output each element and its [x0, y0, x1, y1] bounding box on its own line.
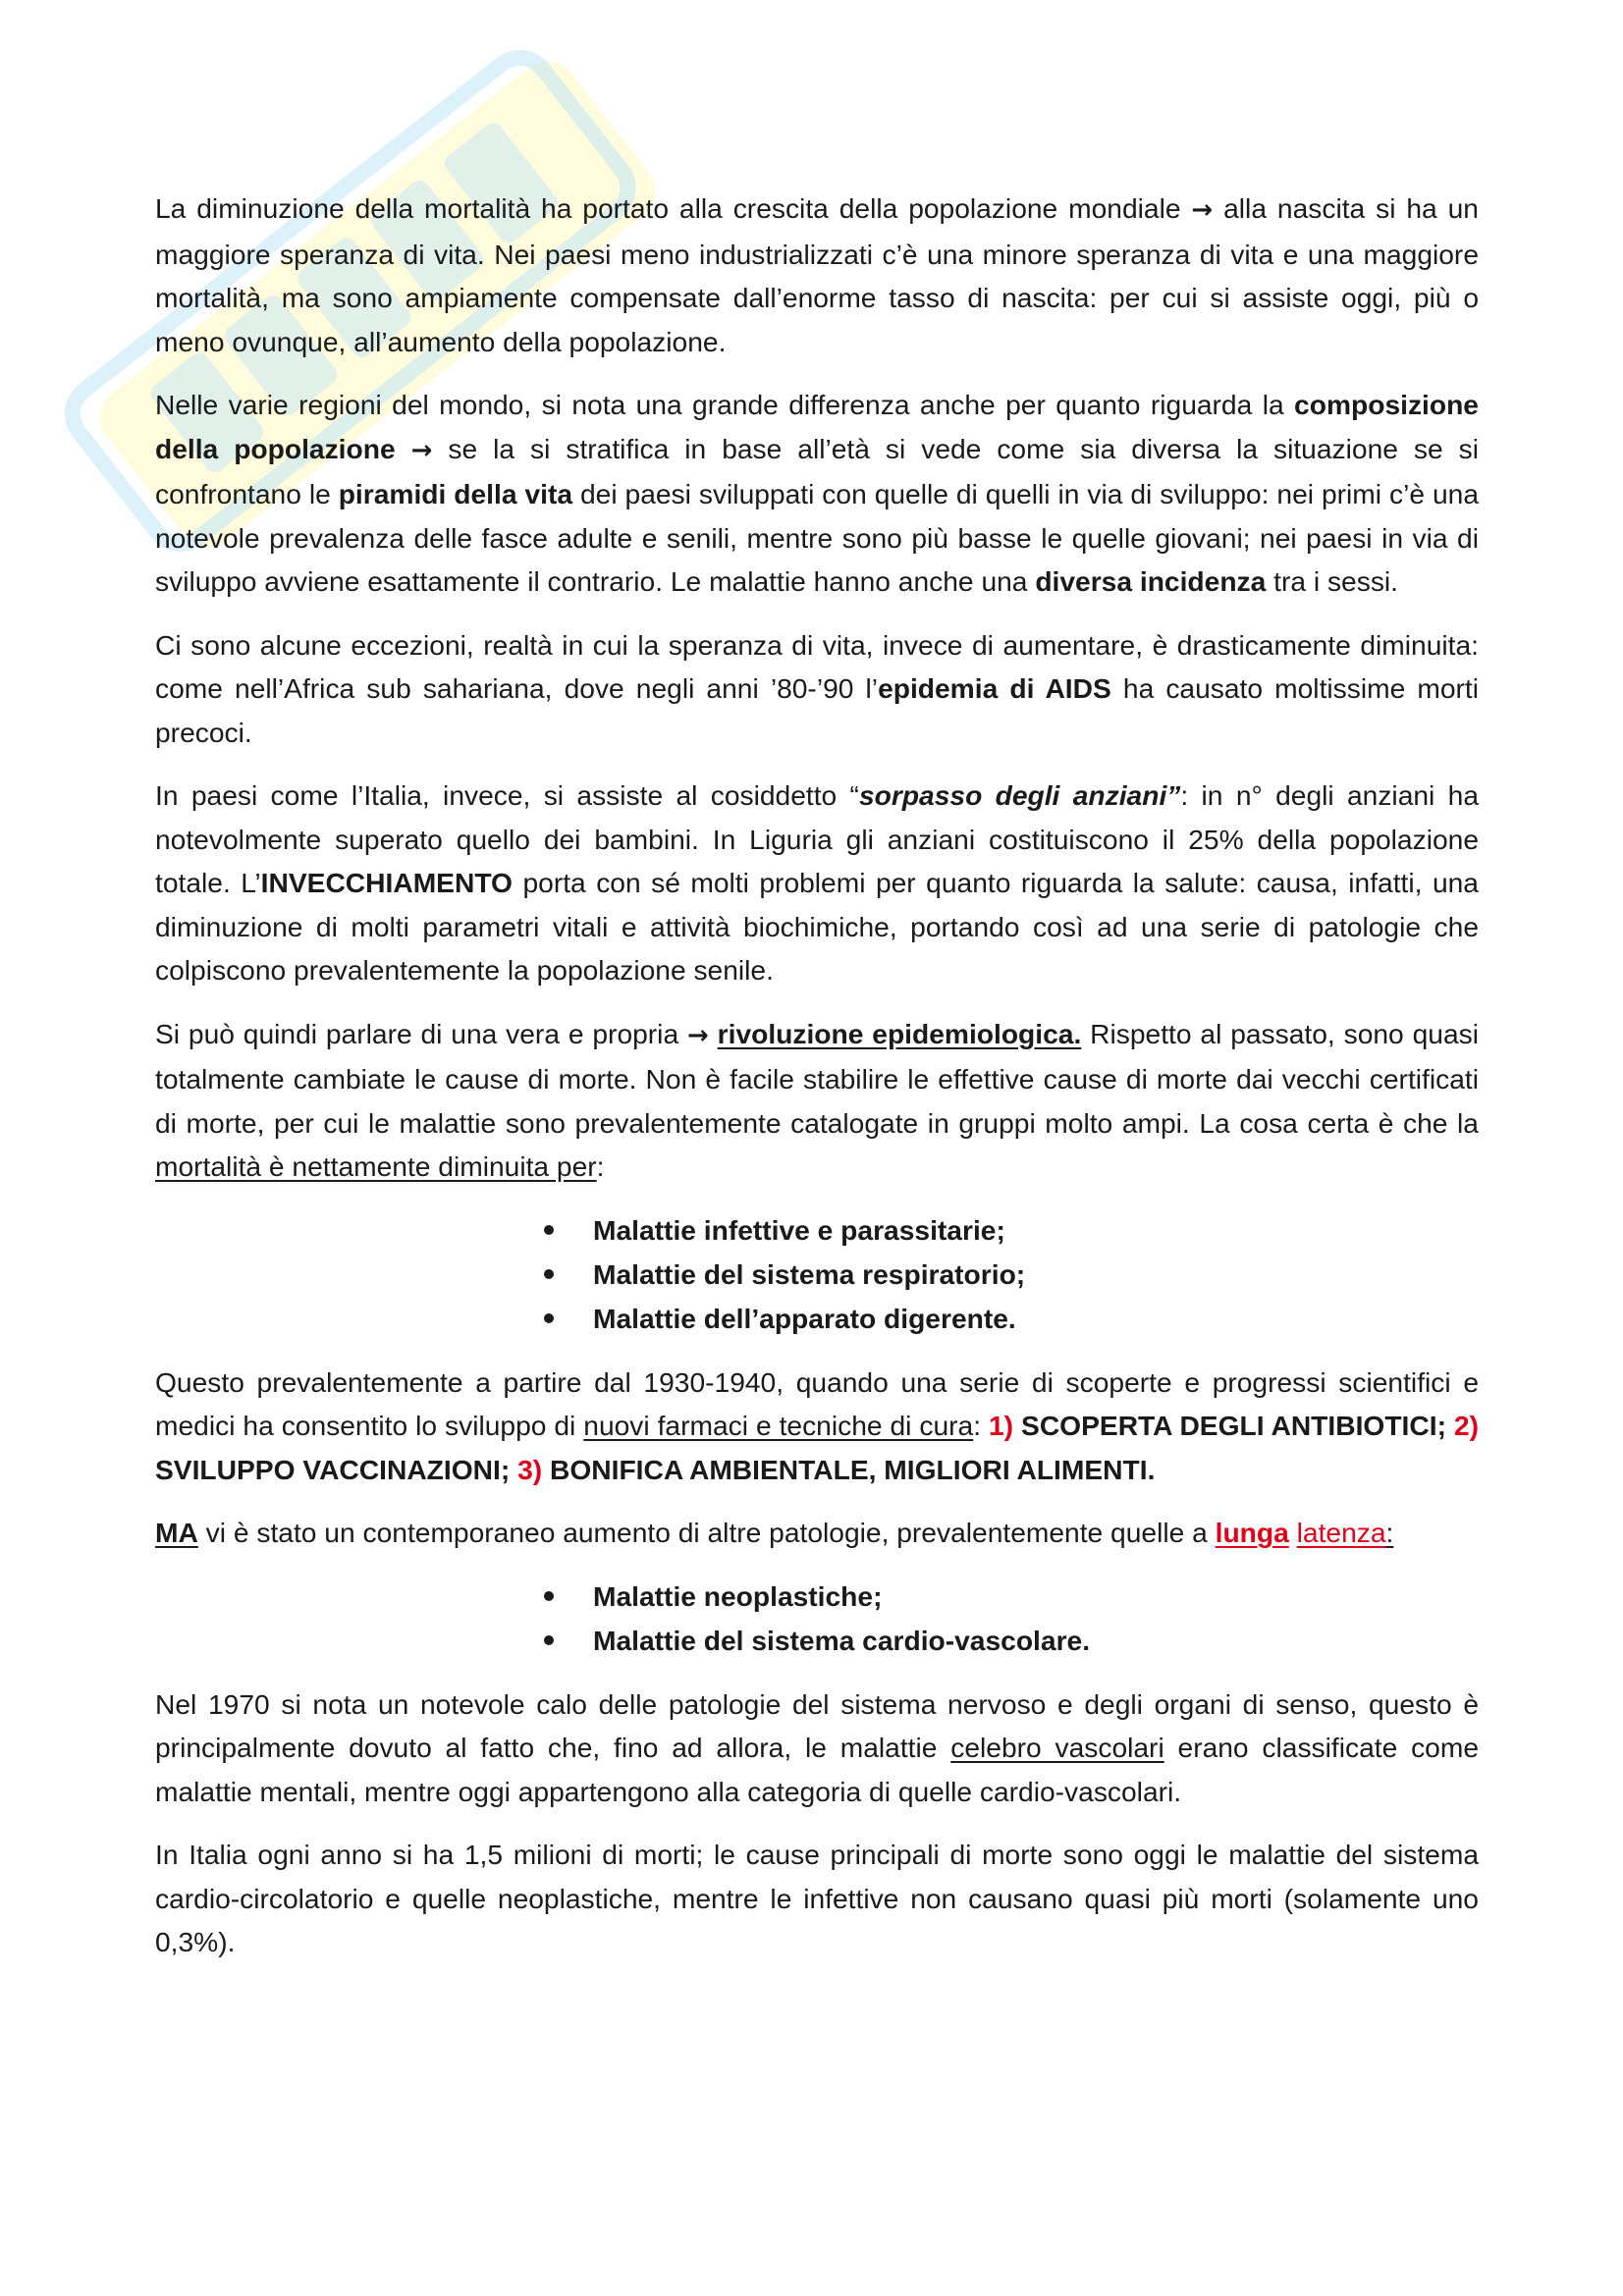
bold-term: diversa incidenza [1035, 565, 1267, 597]
red-underlined-term: lunga [1215, 1517, 1289, 1548]
list-item: Malattie infettive e parassitarie; [541, 1208, 1479, 1253]
red-underlined-term: latenza [1296, 1517, 1386, 1548]
text-run: tra i sessi. [1266, 565, 1399, 597]
text-run: Rispetto al passato, sono quasi totalmente cambiate le cause di morte. Non è facile stabilire le effettive cause di morte dai vecchi certificati di morte, per cui le malattie sono prevalentemente catalogate in gruppi molto ampi. La cosa certa è che la [155, 1017, 1479, 1139]
text-run: Si può quindi parlare di una vera e propria [155, 1017, 687, 1049]
text-run: porta con sé molti problemi per quanto riguarda la salute: causa, infatti, una diminuzione di molti parametri vitali e attività biochimiche, portando così ad una serie di patologie che colpiscono prevalentemente la popolazione senile. [155, 867, 1479, 986]
text-run: Questo prevalentemente a partire dal 1930-1940, quando una serie di scoperte e progressi scientifici e medici ha consentito lo sviluppo di [155, 1365, 1479, 1441]
underlined-term: nuovi farmaci e tecniche di cura [583, 1410, 974, 1441]
bullet-list-2 [155, 1575, 1479, 1663]
bullet-list-1 [155, 1208, 1479, 1341]
underlined-term: celebro vascolari [950, 1732, 1164, 1763]
bold-term: BONIFICA AMBIENTALE, MIGLIORI ALIMENTI. [542, 1453, 1156, 1485]
text-run: : in n° degli anziani ha notevolmente superato quello dei bambini. In Liguria gli anziani costituiscono il 25% della popolazione totale. L’ [155, 779, 1479, 898]
paragraph-3 [155, 623, 1479, 755]
bold-term: INVECCHIAMENTO [260, 867, 513, 898]
list-item: Malattie neoplastiche; [541, 1575, 1479, 1619]
text-run: ha causato moltissime morti precoci. [155, 672, 1480, 748]
bold-underlined-term: MA [155, 1517, 198, 1548]
paragraph-8 [155, 1682, 1479, 1814]
red-number: 1) [989, 1410, 1014, 1441]
bold-term: SVILUPPO VACCINAZIONI; [155, 1453, 518, 1485]
bold-italic-term: sorpasso degli anziani” [858, 779, 1181, 811]
list-item: Malattie del sistema cardio-vascolare. [541, 1619, 1479, 1663]
text-run: In paesi come l’Italia, invece, si assiste al cosiddetto “ [155, 779, 859, 811]
text-run: vi è stato un contemporaneo aumento di altre patologie, prevalentemente quelle a [197, 1517, 1216, 1548]
text-run: dei paesi sviluppati con quelle di quelli in via di sviluppo: nei primi c’è una notevole prevalenza delle fasce adulte e senili, mentre sono più basse le quelle giovani; nei paesi in via di sviluppo avviene esattamente il contrario. Le malattie hanno anche una [155, 478, 1479, 597]
text-run: Nel 1970 si nota un notevole calo delle patologie del sistema nervoso e degli organi di senso, questo è principalmente dovuto al fatto che, fino ad allora, le malattie [155, 1687, 1479, 1763]
text-run: : [973, 1410, 989, 1441]
text-run: Nelle varie regioni del mondo, si nota una grande differenza anche per quanto riguarda la [155, 389, 1295, 420]
text-run: alla nascita si ha un maggiore speranza di vita. Nei paesi meno industrializzati c’è una minore speranza di vita e una maggiore mortalità, ma sono ampiamente compensate dall’enorme tasso di nascita: per cui si assiste oggi, più o meno ovunque, all’aumento della popolazione. [155, 192, 1479, 357]
document-page [155, 187, 1479, 1984]
bold-term: epidemia di AIDS [878, 672, 1111, 704]
bold-term: SCOPERTA DEGLI ANTIBIOTICI; [1013, 1410, 1454, 1441]
bold-term: composizione della popolazione [155, 389, 1479, 464]
arrow-right-icon: → [410, 435, 433, 465]
paragraph-9 [155, 1833, 1479, 1964]
arrow-right-icon: → [1191, 195, 1214, 225]
text-run: In Italia ogni anno si ha 1,5 milioni di morti; le cause principali di morte sono oggi le malattie del sistema cardio-circolatorio e quelle neoplastiche, mentre le infettive non causano quasi più morti (solamente uno 0,3%). [155, 1839, 1479, 1957]
red-number: 3) [517, 1453, 543, 1485]
paragraph-7 [155, 1511, 1479, 1555]
text-run: : [596, 1150, 605, 1182]
underlined-term: : [1385, 1517, 1394, 1548]
bold-underlined-term: rivoluzione epidemiologica. [717, 1017, 1082, 1049]
text-run: Ci sono alcune eccezioni, realtà in cui la speranza di vita, invece di aumentare, è drasticamente diminuita: come nell’Africa sub sahariana, dove negli anni ’80-’90 l’ [155, 628, 1479, 704]
red-number: 2) [1453, 1410, 1479, 1441]
list-item: Malattie dell’apparato digerente. [541, 1297, 1479, 1341]
list-item: Malattie del sistema respiratorio; [541, 1253, 1479, 1297]
arrow-right-icon: → [686, 1020, 709, 1050]
paragraph-1 [155, 187, 1479, 363]
paragraph-4 [155, 774, 1479, 992]
bold-term: piramidi della vita [338, 478, 573, 509]
text-run: La diminuzione della mortalità ha portato alla crescita della popolazione mondiale [155, 192, 1192, 224]
paragraph-5 [155, 1012, 1479, 1189]
text-run: se la si stratifica in base all’età si vede come sia diversa la situazione se si confrontano le [155, 432, 1479, 509]
paragraph-6 [155, 1361, 1479, 1492]
paragraph-2 [155, 383, 1479, 604]
underlined-term: mortalità è nettamente diminuita per [155, 1150, 597, 1182]
text-run: erano classificate come malattie mentali, mentre oggi appartengono alla categoria di quelle cardio-vascolari. [155, 1732, 1479, 1807]
